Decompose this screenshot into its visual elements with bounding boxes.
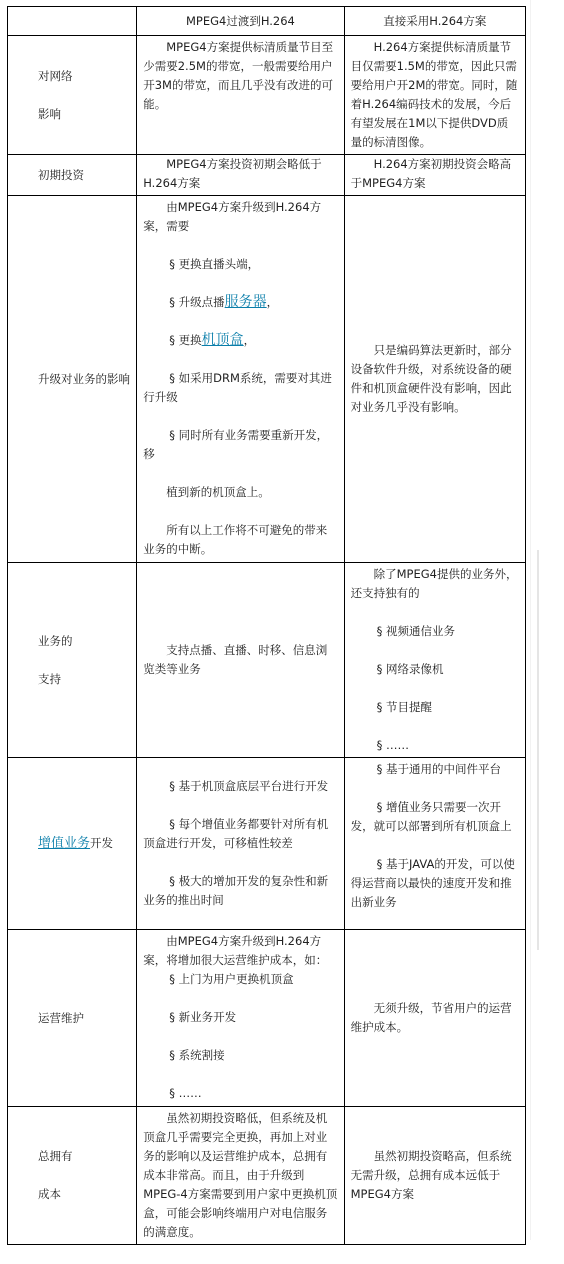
upgrade-server-line: § 升级点播服务器， (169, 294, 279, 310)
server-link[interactable]: 服务器 (224, 294, 267, 310)
page-edge-line (530, 0, 531, 1240)
table-row-network (8, 36, 526, 155)
cell-h264: § 基于通用的中间件平台 § 增值业务只需要一次开发，就可以部署到所有机顶盒上 § 基于JAVA的开发，可以使得运营商以最快的速度开发和推出新业务 (344, 758, 525, 930)
row-label: 运营维护 (8, 930, 137, 1107)
cell-h264: 只是编码算法更新时，部分设备软件升级，对系统设备的硬件和机顶盒硬件没有影响，因此对业务几乎没有影响。 (344, 196, 525, 563)
scrollbar-track[interactable] (537, 550, 539, 950)
cell-mpeg4: 虽然初期投资略低，但系统及机顶盒几乎需要完全更换，再加上对业务的影响以及运营维护成本，总拥有成本非常高。而且，由于升级到MPEG-4方案需要到用户家中更换机顶盒，可能会影响终端用户对电信服务的满意度。 (137, 1107, 344, 1245)
cell-mpeg4: 由MPEG4方案升级到H.264方案，需要 § 更换直播头端， § 升级点播服务器， § 更换机顶盒， § 如采用DRM系统，需要对其进行升级 § 同时所有业务需要重新开发，移 植到新的机顶盒上。 所有以上工作将不可避免的带来业务的中断。 (137, 196, 344, 563)
cell-mpeg4: § 基于机顶盒底层平台进行开发 § 每个增值业务都要针对所有机顶盒进行开发，可移植性较差 § 极大的增加开发的复杂性和新业务的推出时间 (137, 758, 344, 930)
table-row-vas-development (8, 758, 526, 930)
replace-stb-line: § 更换机顶盒， (169, 332, 256, 348)
cell-mpeg4: MPEG4方案投资初期会略低于H.264方案 (137, 155, 344, 196)
row-label: 对网络 影响 (8, 36, 137, 155)
cell-h264: H.264方案提供标清质量节目仅需要1.5M的带宽，因此只需要给用户开2M的带宽。同时，随着H.264编码技术的发展，今后有望发展在1M以下提供DVD质量的标清图像。 (344, 36, 525, 155)
value-added-service-link[interactable]: 增值业务 (38, 836, 91, 851)
row-label: 增值业务开发 (8, 758, 137, 930)
row-label: 升级对业务的影响 (8, 196, 137, 563)
header-row (8, 7, 526, 36)
table-row-service-support (8, 563, 526, 758)
set-top-box-link[interactable]: 机顶盒 (201, 332, 244, 348)
header-cell-h264: 直接采用H.264方案 (344, 7, 525, 36)
cell-mpeg4: MPEG4方案提供标清质量节目至少需要2.5M的带宽，一般需要给用户开3M的带宽，而且几乎没有改进的可能。 (137, 36, 344, 155)
cell-mpeg4: 由MPEG4方案升级到H.264方案，将增加很大运营维护成本，如： § 上门为用户更换机顶盒 § 新业务开发 § 系统割接 § …… (137, 930, 344, 1107)
header-cell-mpeg4: MPEG4过渡到H.264 (137, 7, 344, 36)
table-row-operations (8, 930, 526, 1107)
cell-mpeg4: 支持点播、直播、时移、信息浏览类等业务 (137, 563, 344, 758)
table-row-tco (8, 1107, 526, 1245)
row-label: 总拥有 成本 (8, 1107, 137, 1245)
cell-h264: 虽然初期投资略高，但系统无需升级，总拥有成本远低于MPEG4方案 (344, 1107, 525, 1245)
cell-h264: H.264方案初期投资会略高于MPEG4方案 (344, 155, 525, 196)
table-row-upgrade (8, 196, 526, 563)
table-row-investment (8, 155, 526, 196)
cell-h264: 除了MPEG4提供的业务外，还支持独有的 § 视频通信业务 § 网络录像机 § 节目提醒 § …… (344, 563, 525, 758)
cell-h264: 无须升级，节省用户的运营维护成本。 (344, 930, 525, 1107)
row-label: 业务的 支持 (8, 563, 137, 758)
comparison-table (7, 6, 526, 1245)
row-label: 初期投资 (8, 155, 137, 196)
header-cell-empty (8, 7, 137, 36)
